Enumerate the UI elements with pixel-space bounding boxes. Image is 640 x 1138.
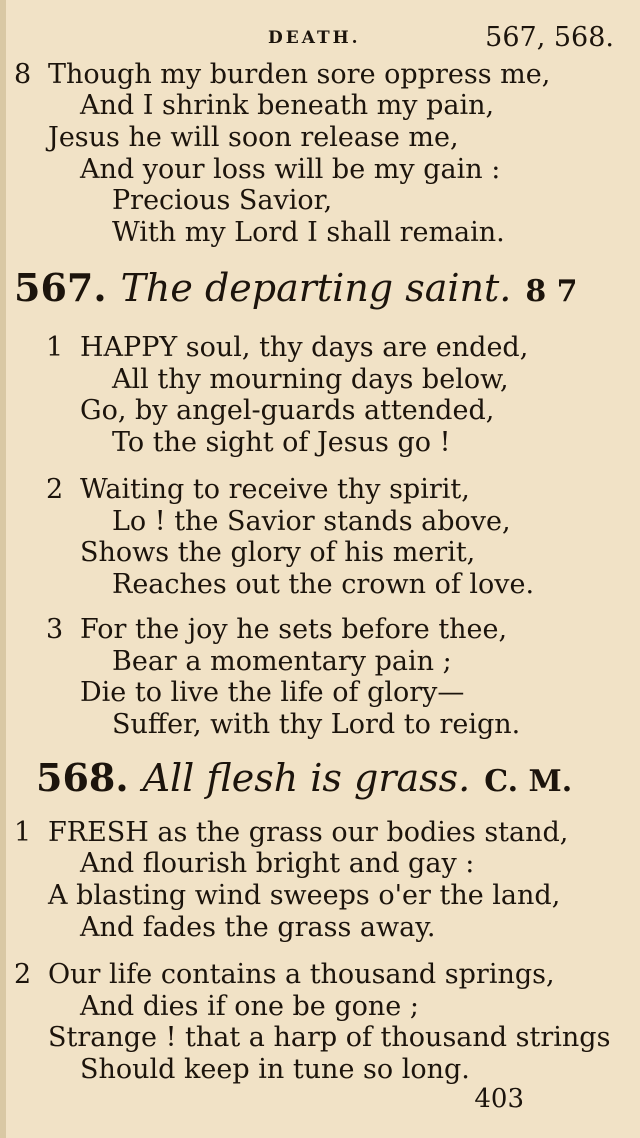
verse-line: And your loss will be my gain : (80, 154, 501, 185)
verse-line: 1 HAPPY soul, thy days are ended, (46, 332, 529, 363)
verse-line: 8 Though my burden sore oppress me, (14, 59, 551, 90)
verse-line: Should keep in tune so long. (80, 1054, 470, 1085)
verse-line: Lo ! the Savior stands above, (112, 506, 511, 537)
hymn-meter: 8 7 (525, 274, 578, 309)
verse-line: 3 For the joy he sets before thee, (46, 614, 508, 645)
verse-line: 2 Waiting to receive thy spirit, (46, 474, 470, 505)
verse-line: A blasting wind sweeps o'er the land, (48, 880, 561, 911)
verse-line: Die to live the life of glory— (80, 677, 465, 708)
hymn-title: All flesh is grass. (142, 756, 471, 800)
verse-line: To the sight of Jesus go ! (112, 427, 451, 458)
verse-line: All thy mourning days below, (112, 364, 509, 395)
page-number: 403 (474, 1084, 524, 1114)
hymn-title: The departing saint. (120, 266, 512, 310)
verse-line: Jesus he will soon release me, (48, 122, 459, 153)
verse-line: 2 Our life contains a thousand springs, (14, 959, 555, 990)
hymn-meter: C. M. (484, 764, 573, 799)
running-header (0, 22, 640, 52)
stanza-number: 2 (14, 959, 32, 990)
verse-line: Reaches out the crown of love. (112, 569, 535, 600)
hymn-567-heading (14, 265, 578, 310)
hymn-number: 567. (14, 265, 107, 310)
section-title: DEATH. (268, 28, 361, 48)
verse-line: And dies if one be gone ; (80, 991, 419, 1022)
hymn-568-heading (36, 755, 572, 800)
verse-line: And I shrink beneath my pain, (80, 90, 495, 121)
stanza-number: 3 (46, 614, 64, 645)
verse-line: Bear a momentary pain ; (112, 646, 452, 677)
stanza-number: 8 (14, 59, 32, 90)
verse-line: 1 FRESH as the grass our bodies stand, (14, 817, 569, 848)
stanza-number: 1 (14, 817, 32, 848)
verse-line: Shows the glory of his merit, (80, 537, 476, 568)
verse-line: Suffer, with thy Lord to reign. (112, 709, 521, 740)
hymn-number: 568. (36, 755, 129, 800)
verse-line: And flourish bright and gay : (80, 848, 475, 879)
stanza-number: 2 (46, 474, 64, 505)
stanza-number: 1 (46, 332, 64, 363)
verse-line: Precious Savior, (112, 185, 333, 216)
verse-line: Go, by angel-guards attended, (80, 395, 495, 426)
page-edge (0, 0, 6, 1138)
verse-line: And fades the grass away. (80, 912, 436, 943)
verse-line: With my Lord I shall remain. (112, 217, 505, 248)
hymn-range: 567, 568. (485, 22, 614, 53)
verse-line: Strange ! that a harp of thousand strings (48, 1022, 611, 1053)
